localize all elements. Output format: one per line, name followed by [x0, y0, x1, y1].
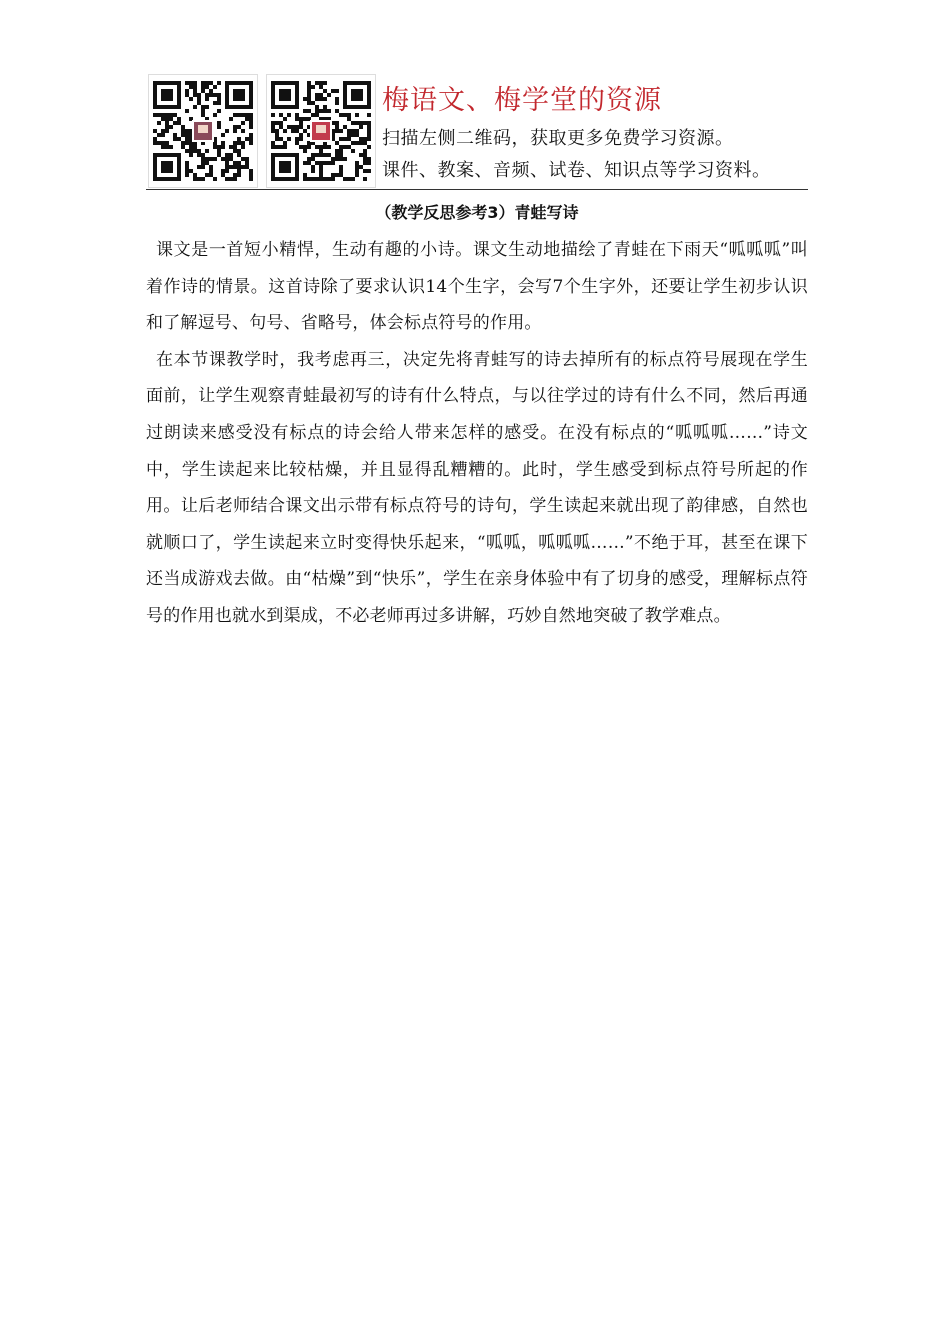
brand-title: 梅语文、梅学堂的资源 — [382, 85, 662, 116]
header-divider — [146, 189, 808, 190]
qr-code-icon — [148, 74, 258, 188]
promo-line-2: 课件、教案、音频、试卷、知识点等学习资料。 — [382, 160, 771, 181]
qr-code-icon — [266, 74, 376, 188]
paragraph-1: 课文是一首短小精悍，生动有趣的小诗。课文生动地描绘了青蛙在下雨天“呱呱呱”叫着作诗的情景。这首诗除了要求认识14个生字，会写7个生字外，还要让学生初步认识和了解逗号、句号、省略号，体会标点符号的作用。 — [146, 240, 808, 334]
qr-code-left-image — [149, 75, 257, 187]
promo-line-1: 扫描左侧二维码，获取更多免费学习资源。 — [382, 128, 734, 149]
paragraph-2: 在本节课教学时，我考虑再三，决定先将青蛙写的诗去掉所有的标点符号展现在学生面前，让学生观察青蛙最初写的诗有什么特点，与以往学过的诗有什么不同，然后再通过朗读来感受没有标点的诗会给人带来怎样的感受。在没有标点的“呱呱呱……”诗文中，学生读起来比较枯燥，并且显得乱糟糟的。此时，学生感受到标点符号所起的作用。让后老师结合课文出示带有标点符号的诗句，学生读起来就出现了韵律感，自然也就顺口了，学生读起来立时变得快乐起来，“呱呱，呱呱呱……”不绝于耳，甚至在课下还当成游戏去做。由“枯燥”到“快乐”，学生在亲身体验中有了切身的感受，理解标点符号的作用也就水到渠成，不必老师再过多讲解，巧妙自然地突破了教学难点。 — [146, 349, 808, 626]
qr-code-right-image — [267, 75, 375, 187]
document-body — [146, 232, 808, 635]
page-header — [146, 70, 808, 188]
document-title: （教学反思参考3）青蛙写诗 — [375, 203, 579, 222]
